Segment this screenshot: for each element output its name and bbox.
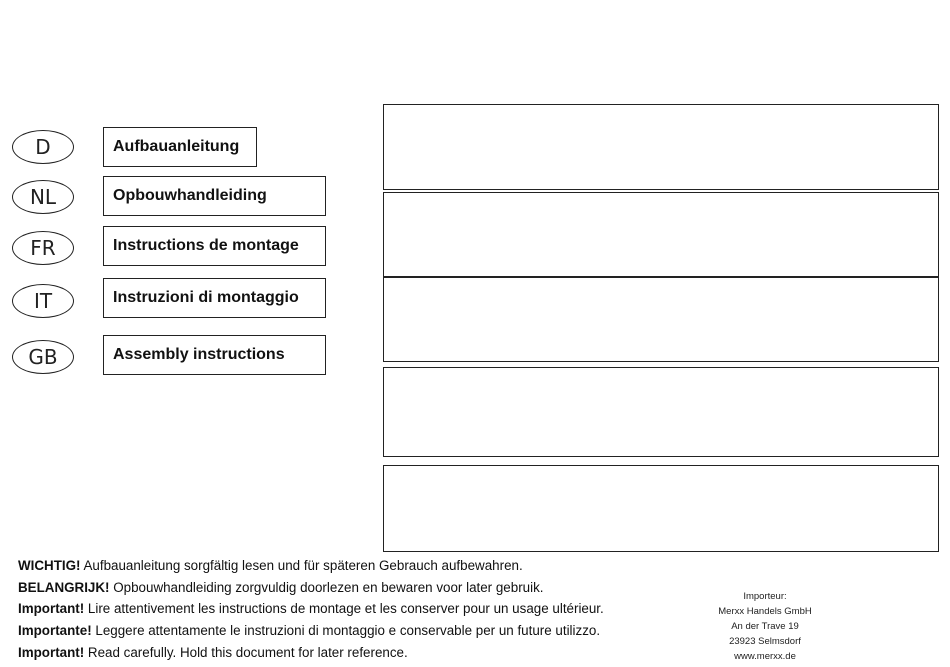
importer-title: Importeur: <box>743 591 787 602</box>
language-code-d: D <box>12 130 74 164</box>
importer-company: Merxx Handels GmbH <box>718 606 812 617</box>
note-nl <box>18 580 544 595</box>
note-de-lead: WICHTIG! <box>18 558 81 573</box>
language-code-gb: GB <box>12 340 74 374</box>
note-de-text: Aufbauanleitung sorgfältig lesen und für späteren Gebrauch aufbewahren. <box>80 558 523 573</box>
note-nl-text: Opbouwhandleiding zorgvuldig doorlezen en bewaren voor later gebruik. <box>109 580 544 595</box>
language-code-fr: FR <box>12 231 74 265</box>
note-it <box>18 623 600 638</box>
note-fr-text: Lire attentivement les instructions de montage et les conserver pour un usage ultérieur. <box>84 601 604 616</box>
language-label-it: Instruzioni di montaggio <box>103 278 326 318</box>
language-label-nl: Opbouwhandleiding <box>103 176 326 216</box>
note-gb <box>18 645 408 660</box>
language-label-gb: Assembly instructions <box>103 335 326 375</box>
importer-web: www.merxx.de <box>734 651 796 662</box>
panel-4 <box>383 367 939 457</box>
language-code-nl: NL <box>12 180 74 214</box>
note-gb-lead: Important! <box>18 645 85 660</box>
importer-block <box>700 589 830 664</box>
panel-2 <box>383 192 939 278</box>
note-de <box>18 558 523 573</box>
panel-1 <box>383 104 939 190</box>
note-it-text: Leggere attentamente le instruzioni di montaggio e conservable per un future utilizzo. <box>91 623 601 638</box>
importer-street: An der Trave 19 <box>731 621 799 632</box>
note-it-lead: Importante! <box>18 623 92 638</box>
note-fr-lead: Important! <box>18 601 85 616</box>
note-fr <box>18 601 604 616</box>
language-code-it: IT <box>12 284 74 318</box>
note-gb-text: Read carefully. Hold this document for later reference. <box>84 645 408 660</box>
importer-city: 23923 Selmsdorf <box>729 636 801 647</box>
language-label-d: Aufbauanleitung <box>103 127 257 167</box>
panel-3 <box>383 276 939 362</box>
language-label-fr: Instructions de montage <box>103 226 326 266</box>
note-nl-lead: BELANGRIJK! <box>18 580 110 595</box>
panel-5 <box>383 465 939 552</box>
